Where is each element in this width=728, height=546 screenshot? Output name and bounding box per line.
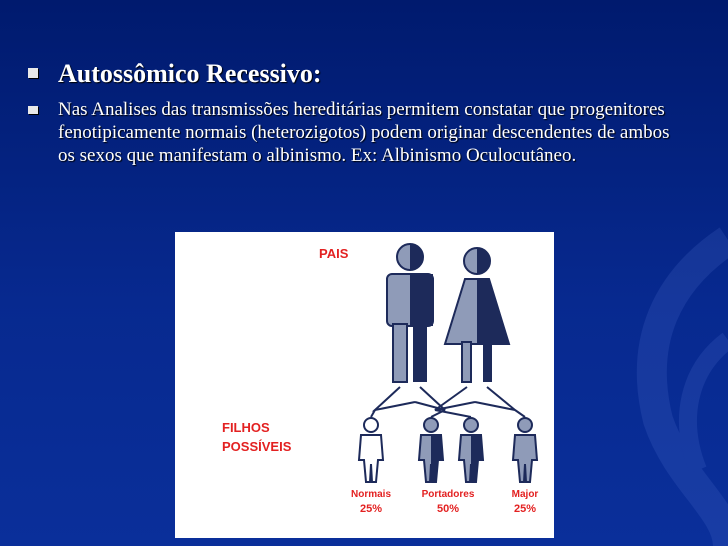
caption-major — [495, 488, 555, 516]
caption-portadores-percent: 50% — [436, 503, 460, 515]
children-label-line1: FILHOS — [222, 420, 270, 435]
inheritance-diagram — [175, 232, 554, 538]
caption-normais — [341, 488, 401, 516]
child-normal-icon — [359, 418, 383, 482]
slide-heading: Autossômico Recessivo: — [58, 59, 322, 88]
father-figure-icon — [387, 244, 433, 382]
caption-normais-percent: 25% — [359, 503, 383, 515]
slide-body-text: Nas Analises das transmissões hereditárias permitem constatar que progenitores fenotipicamente normais (heterozigotos) podem originar descendentes de ambos os sexos que manifestam o albinismo. Ex: Albinismo Oculocutâneo. — [58, 99, 670, 166]
caption-normais-label: Normais — [350, 489, 391, 500]
square-bullet-icon — [28, 68, 38, 78]
bullet-item-body — [28, 94, 688, 167]
child-carrier-icon — [419, 418, 443, 482]
children-label — [222, 418, 291, 456]
inheritance-lines — [371, 387, 525, 417]
child-affected-icon — [513, 418, 537, 482]
caption-major-label: Major — [511, 489, 539, 500]
children-label-line2: POSSÍVEIS — [222, 439, 292, 454]
bullet-item-heading — [28, 58, 688, 90]
bullet-list — [28, 58, 688, 171]
parents-label: PAIS — [319, 246, 349, 261]
caption-portadores-label: Portadores — [421, 489, 475, 500]
square-bullet-icon — [28, 106, 38, 114]
child-carrier-icon-2 — [459, 418, 483, 482]
caption-major-percent: 25% — [513, 503, 537, 515]
mother-figure-icon — [445, 248, 509, 382]
caption-portadores — [418, 488, 478, 516]
